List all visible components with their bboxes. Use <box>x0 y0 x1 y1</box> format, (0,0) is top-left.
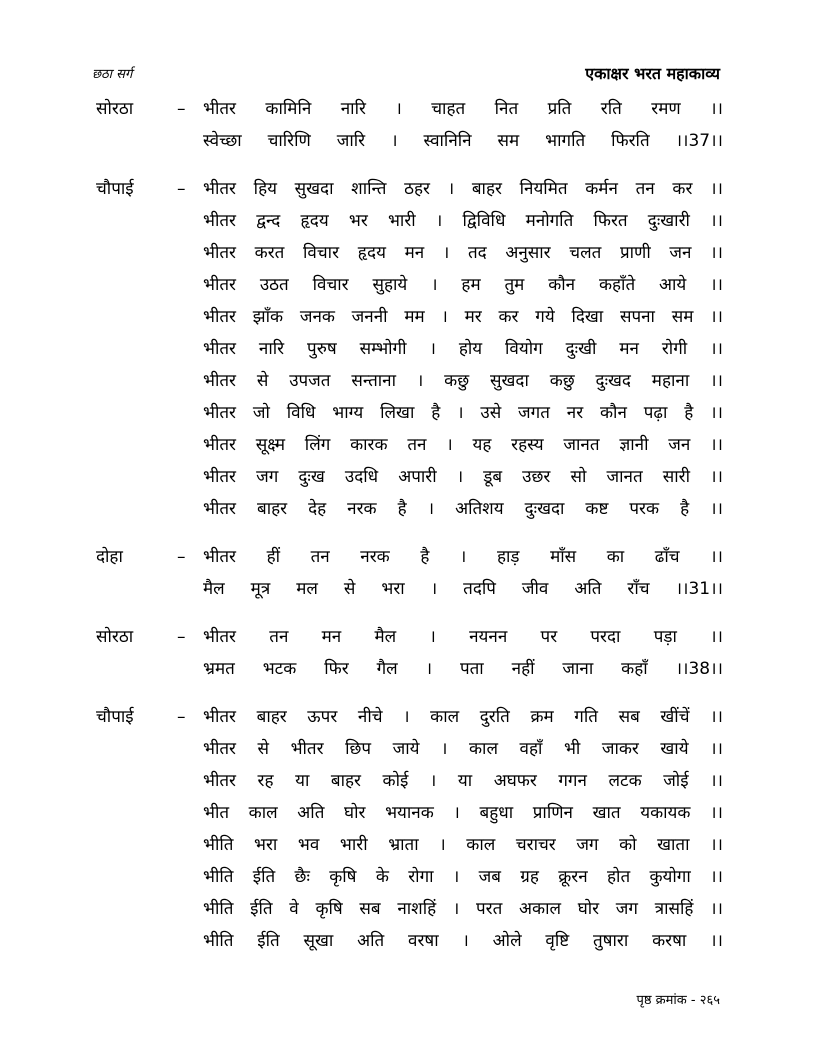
verse-line: भीत काल अति घोर भयानक । बहुधा प्राणिन खात यकायक ।। <box>203 803 723 823</box>
dash: – <box>177 179 186 199</box>
verse-type-label: चौपाई <box>96 179 134 199</box>
verse-line: भ्रमत भटक फिर गैल । पता नहीं जाना कहाँ ।।38।। <box>203 659 723 679</box>
verse-type-label: सोरठा <box>96 627 134 647</box>
verse-line: भीतर बाहर ऊपर नीचे । काल दुरति क्रम गति सब खींचें ।। <box>203 707 723 727</box>
verse-type-label: दोहा <box>96 547 123 567</box>
verse-line: मैल मूत्र मल से भरा । तदपि जीव अति राँच ।।31।। <box>203 579 723 599</box>
dash: – <box>177 99 186 119</box>
verse-line: भीतर तन मन मैल । नयनन पर परदा पड़ा ।। <box>203 627 723 647</box>
verse-line: भीति भरा भव भारी भ्राता । काल चराचर जग को खाता ।। <box>203 835 723 855</box>
chapter-label: छठा सर्ग <box>92 67 133 82</box>
verse-line: भीतर रह या बाहर कोई । या अघफर गगन लटक जोई ।। <box>203 771 723 791</box>
verse-line: भीतर द्वन्द हृदय भर भारी । द्विविधि मनोगति फिरत दुःखारी ।। <box>203 211 723 231</box>
verse-line: भीतर करत विचार हृदय मन । तद अनुसार चलत प्राणी जन ।। <box>203 243 723 263</box>
verse-line: भीति ईति वे कृषि सब नाशहिं । परत अकाल घोर जग त्रासहिं ।। <box>203 899 723 919</box>
verse-type-label: चौपाई <box>96 707 134 727</box>
verse-line: भीतर जो विधि भाग्य लिखा है । उसे जगत नर कौन पढ़ा है ।। <box>203 403 723 423</box>
verse-line: भीति ईति छैः कृषि के रोगा । जब ग्रह क्रूरन होत कुयोगा ।। <box>203 867 723 887</box>
verse-line: भीतर नारि पुरुष सम्भोगी । होय वियोग दुःखी मन रोगी ।। <box>203 339 723 359</box>
dash: – <box>177 707 186 727</box>
page-number: पृष्ठ क्रमांक - २६५ <box>636 993 720 1008</box>
verse-line: भीतर जग दुःख उदधि अपारी । डूब उछर सो जानत सारी ।। <box>203 467 723 487</box>
book-title: एकाक्षर भरत महाकाव्य <box>585 64 720 83</box>
verse-line: भीतर झाँक जनक जननी मम । मर कर गये दिखा सपना सम ।। <box>203 307 723 327</box>
verse-line: भीतर हीं तन नरक है । हाड़ माँस का ढाँच ।। <box>203 547 723 567</box>
verse-line: भीतर सूक्ष्म लिंग कारक तन । यह रहस्य जानत ज्ञानी जन ।। <box>203 435 723 455</box>
verse-line: भीतर उठत विचार सुहाये । हम तुम कौन कहाँते आये ।। <box>203 275 723 295</box>
verse-line: भीतर कामिनि नारि । चाहत नित प्रति रति रमण ।। <box>203 99 723 119</box>
dash: – <box>177 627 186 647</box>
verse-line: भीतर से भीतर छिप जाये । काल वहाँ भी जाकर खाये ।। <box>203 739 723 759</box>
verse-line: स्वेच्छा चारिणि जारि । स्वानिनि सम भागति फिरति ।।37।। <box>203 131 723 151</box>
verse-line: भीतर हिय सुखदा शान्ति ठहर । बाहर नियमित कर्मन तन कर ।। <box>203 179 723 199</box>
dash: – <box>177 547 186 567</box>
verse-line: भीतर बाहर देह नरक है । अतिशय दुःखदा कष्ट परक है ।। <box>203 499 723 519</box>
verse-type-label: सोरठा <box>96 99 134 119</box>
verse-line: भीतर से उपजत सन्ताना । कछु सुखदा कछु दुःखद महाना ।। <box>203 371 723 391</box>
verse-line: भीति ईति सूखा अति वरषा । ओले वृष्टि तुषारा करषा ।। <box>203 931 723 951</box>
